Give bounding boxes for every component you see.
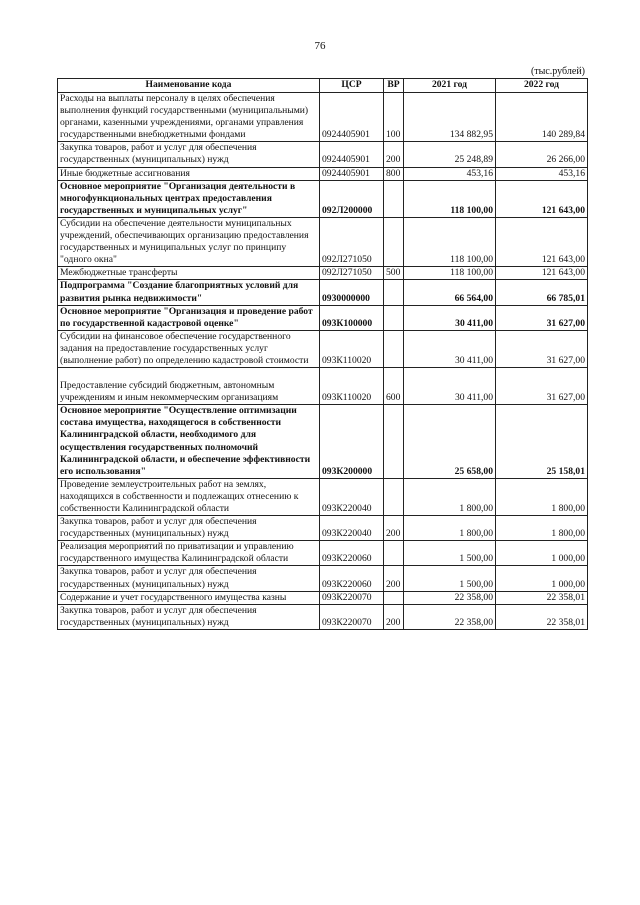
budget-table bbox=[57, 78, 588, 630]
row-2021: 134 882,95 bbox=[404, 93, 496, 142]
row-2022: 25 158,01 bbox=[496, 405, 588, 479]
table-row bbox=[58, 566, 588, 591]
row-name: Закупка товаров, работ и услуг для обеспечения государственных (муниципальных) нужд bbox=[58, 516, 320, 541]
row-vr bbox=[384, 591, 404, 604]
row-name: Основное мероприятие "Организация деятельности в многофункциональных центрах предоставления государственных и муниципальных услуг" bbox=[58, 180, 320, 217]
header-name: Наименование кода bbox=[58, 79, 320, 93]
row-csr: 0924405901 bbox=[320, 142, 384, 167]
row-csr: 093К110020 bbox=[320, 330, 384, 367]
table-row bbox=[58, 405, 588, 479]
row-vr: 600 bbox=[384, 368, 404, 405]
table-row bbox=[58, 180, 588, 217]
row-2021: 25 658,00 bbox=[404, 405, 496, 479]
header-csr: ЦСР bbox=[320, 79, 384, 93]
table-row bbox=[58, 217, 588, 266]
row-2021: 1 800,00 bbox=[404, 478, 496, 515]
row-vr: 200 bbox=[384, 516, 404, 541]
table-row bbox=[58, 478, 588, 515]
row-2022: 121 643,00 bbox=[496, 267, 588, 280]
row-vr: 200 bbox=[384, 566, 404, 591]
row-name: Закупка товаров, работ и услуг для обеспечения государственных (муниципальных) нужд bbox=[58, 566, 320, 591]
row-name: Основное мероприятие "Осуществление оптимизации состава имущества, находящегося в собственности Калининградской области, необходимого для осуществления государственных полномочий Калининградской области, и обеспечение эффективности его использования" bbox=[58, 405, 320, 479]
row-2022: 22 358,01 bbox=[496, 591, 588, 604]
row-name: Расходы на выплаты персоналу в целях обеспечения выполнения функций государственными (муниципальными) органами, казенными учреждениями, органами управления государственными внебюджетными фондами bbox=[58, 93, 320, 142]
header-vr: ВР bbox=[384, 79, 404, 93]
table-row bbox=[58, 516, 588, 541]
table-row bbox=[58, 267, 588, 280]
table-row bbox=[58, 142, 588, 167]
row-2021: 25 248,89 bbox=[404, 142, 496, 167]
row-2021: 118 100,00 bbox=[404, 267, 496, 280]
row-vr: 100 bbox=[384, 93, 404, 142]
row-name: Субсидии на финансовое обеспечение государственного задания на предоставление государственных услуг (выполнение работ) по определению кадастровой стоимости bbox=[58, 330, 320, 367]
row-name: Предоставление субсидий бюджетным, автономным учреждениям и иным некоммерческим организациям bbox=[58, 368, 320, 405]
table-body bbox=[58, 93, 588, 630]
row-vr bbox=[384, 405, 404, 479]
row-name: Реализация мероприятий по приватизации и управлению государственного имущества Калининградской области bbox=[58, 541, 320, 566]
row-vr: 800 bbox=[384, 167, 404, 180]
row-vr bbox=[384, 330, 404, 367]
row-csr: 093К110020 bbox=[320, 368, 384, 405]
row-name: Основное мероприятие "Организация и проведение работ по государственной кадастровой оценке" bbox=[58, 305, 320, 330]
row-vr bbox=[384, 217, 404, 266]
row-2021: 66 564,00 bbox=[404, 280, 496, 305]
row-name: Закупка товаров, работ и услуг для обеспечения государственных (муниципальных) нужд bbox=[58, 604, 320, 629]
row-vr bbox=[384, 280, 404, 305]
row-csr: 093К220040 bbox=[320, 478, 384, 515]
row-2022: 121 643,00 bbox=[496, 180, 588, 217]
header-2021: 2021 год bbox=[404, 79, 496, 93]
table-row bbox=[58, 93, 588, 142]
table-row bbox=[58, 604, 588, 629]
table-row bbox=[58, 167, 588, 180]
row-vr bbox=[384, 541, 404, 566]
row-2021: 1 500,00 bbox=[404, 566, 496, 591]
row-name: Межбюджетные трансферты bbox=[58, 267, 320, 280]
row-2021: 453,16 bbox=[404, 167, 496, 180]
row-vr bbox=[384, 180, 404, 217]
row-2021: 1 800,00 bbox=[404, 516, 496, 541]
row-csr: 0924405901 bbox=[320, 93, 384, 142]
table-header-row bbox=[58, 79, 588, 93]
table-row bbox=[58, 305, 588, 330]
row-vr bbox=[384, 305, 404, 330]
row-vr bbox=[384, 478, 404, 515]
row-csr: 092Л200000 bbox=[320, 180, 384, 217]
row-csr: 093К220040 bbox=[320, 516, 384, 541]
row-2022: 31 627,00 bbox=[496, 305, 588, 330]
row-vr: 200 bbox=[384, 604, 404, 629]
page-number: 76 bbox=[314, 40, 326, 52]
row-2022: 31 627,00 bbox=[496, 368, 588, 405]
row-2021: 118 100,00 bbox=[404, 180, 496, 217]
row-2022: 26 266,00 bbox=[496, 142, 588, 167]
table-row bbox=[58, 368, 588, 405]
row-2021: 30 411,00 bbox=[404, 305, 496, 330]
row-csr: 093К100000 bbox=[320, 305, 384, 330]
row-vr: 500 bbox=[384, 267, 404, 280]
row-2022: 31 627,00 bbox=[496, 330, 588, 367]
row-csr: 093К200000 bbox=[320, 405, 384, 479]
table-row bbox=[58, 280, 588, 305]
row-csr: 0930000000 bbox=[320, 280, 384, 305]
table-row bbox=[58, 591, 588, 604]
row-name: Иные бюджетные ассигнования bbox=[58, 167, 320, 180]
row-2022: 140 289,84 bbox=[496, 93, 588, 142]
row-vr: 200 bbox=[384, 142, 404, 167]
row-csr: 093К220070 bbox=[320, 591, 384, 604]
row-2022: 121 643,00 bbox=[496, 217, 588, 266]
header-2022: 2022 год bbox=[496, 79, 588, 93]
row-2022: 66 785,01 bbox=[496, 280, 588, 305]
row-csr: 093К220070 bbox=[320, 604, 384, 629]
row-2021: 30 411,00 bbox=[404, 330, 496, 367]
row-2021: 118 100,00 bbox=[404, 217, 496, 266]
row-name: Содержание и учет государственного имущества казны bbox=[58, 591, 320, 604]
row-2021: 30 411,00 bbox=[404, 368, 496, 405]
row-2022: 453,16 bbox=[496, 167, 588, 180]
row-name: Закупка товаров, работ и услуг для обеспечения государственных (муниципальных) нужд bbox=[58, 142, 320, 167]
row-csr: 093К220060 bbox=[320, 541, 384, 566]
row-name: Субсидии на обеспечение деятельности муниципальных учреждений, обеспечивающих организацию предоставления государственных и муниципальных услуг по принципу "одного окна" bbox=[58, 217, 320, 266]
row-name: Подпрограмма "Создание благоприятных условий для развития рынка недвижимости" bbox=[58, 280, 320, 305]
row-csr: 0924405901 bbox=[320, 167, 384, 180]
row-2021: 22 358,00 bbox=[404, 604, 496, 629]
row-name: Проведение землеустроительных работ на землях, находящихся в собственности и подлежащих отнесению к собственности Калининградской области bbox=[58, 478, 320, 515]
row-2022: 1 800,00 bbox=[496, 516, 588, 541]
row-2022: 1 000,00 bbox=[496, 541, 588, 566]
row-2022: 1 000,00 bbox=[496, 566, 588, 591]
row-csr: 092Л271050 bbox=[320, 217, 384, 266]
units-label: (тыс.рублей) bbox=[530, 66, 585, 77]
row-2021: 1 500,00 bbox=[404, 541, 496, 566]
table-row bbox=[58, 541, 588, 566]
table-row bbox=[58, 330, 588, 367]
row-2022: 1 800,00 bbox=[496, 478, 588, 515]
row-2022: 22 358,01 bbox=[496, 604, 588, 629]
row-csr: 092Л271050 bbox=[320, 267, 384, 280]
row-csr: 093К220060 bbox=[320, 566, 384, 591]
row-2021: 22 358,00 bbox=[404, 591, 496, 604]
